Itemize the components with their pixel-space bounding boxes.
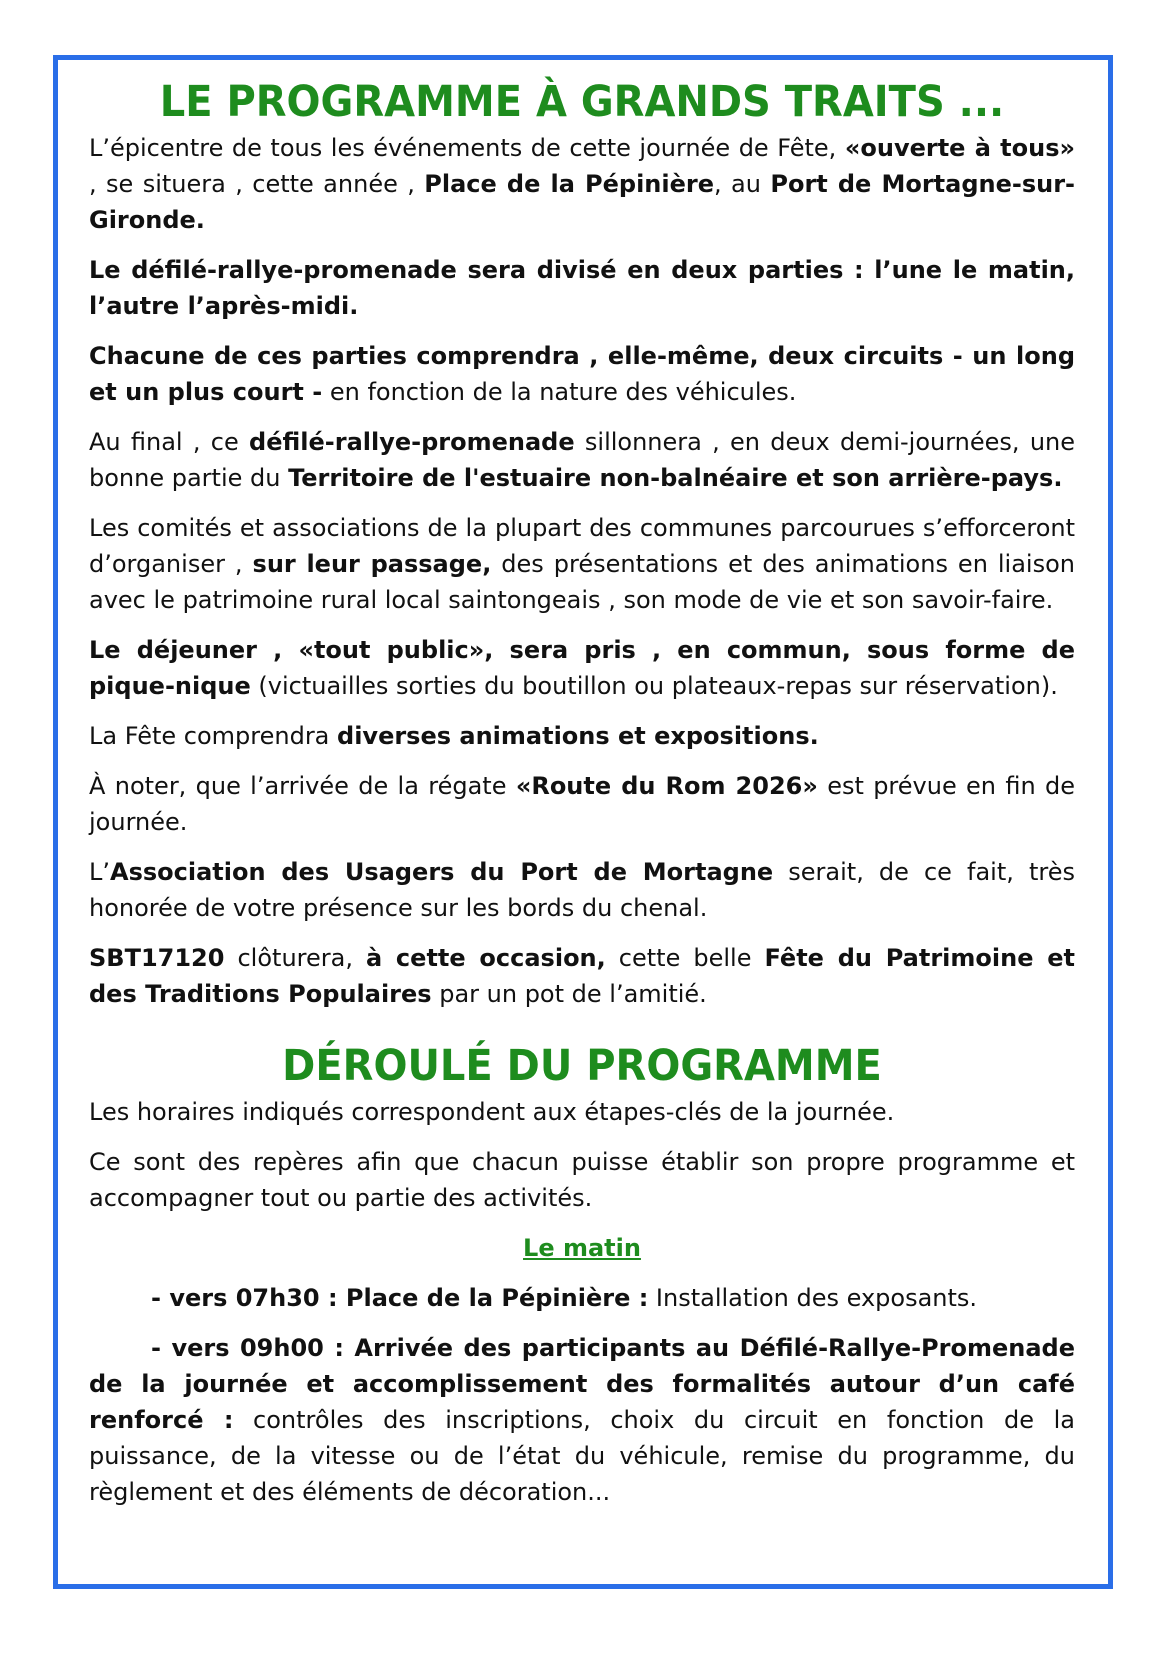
paragraph-epicentre: L’épicentre de tous les événements de cette journée de Fête, «ouverte à tous» , se situera , cette année , Place de la Pépinière, au Port de Mortagne-sur-Gironde. bbox=[89, 134, 1076, 234]
heading-programme: LE PROGRAMME À GRANDS TRAITS ... bbox=[159, 77, 1005, 127]
paragraph-circuits: Chacune de ces parties comprendra , elle-même, deux circuits - un long et un plus court - en fonction de la nature des véhicules. bbox=[89, 342, 1075, 406]
paragraph-committees: Les comités et associations de la plupart des communes parcourues s’efforceront d’organiser , sur leur passage, des présentations et des animations en liaison avec le patrimoine rural local saintongeais , son mode de vie et son savoir-faire. bbox=[89, 514, 1076, 614]
paragraph-association: L’Association des Usagers du Port de Mortagne serait, de ce fait, très honorée de votre présence sur les bords du chenal. bbox=[89, 858, 1075, 922]
schedule-item-0900: - vers 09h00 : Arrivée des participants au Défilé-Rallye-Promenade de la journée et accomplissement des formalités autour d’un café renforcé : contrôles des inscriptions, choix du circuit en fonction de la puissance, de la vitesse ou de l’état du véhicule, remise du programme, du règlement et des éléments de décoration... bbox=[89, 1334, 1076, 1506]
heading-deroule: DÉROULÉ DU PROGRAMME bbox=[282, 1041, 882, 1091]
paragraph-lunch: Le déjeuner , «tout public», sera pris , en commun, sous forme de pique-nique (victuailles sorties du boutillon ou plateaux-repas sur réservation). bbox=[89, 636, 1075, 700]
paragraph-schedule-intro: Les horaires indiqués correspondent aux étapes-clés de la journée. bbox=[89, 1098, 895, 1126]
paragraph-closing: SBT17120 clôturera, à cette occasion, cette belle Fête du Patrimoine et des Traditions Populaires par un pot de l’amitié. bbox=[89, 944, 1075, 1008]
paragraph-territory: Au final , ce défilé-rallye-promenade sillonnera , en deux demi-journées, une bonne partie du Territoire de l'estuaire non-balnéaire et son arrière-pays. bbox=[89, 428, 1076, 492]
schedule-item-0730: - vers 07h30 : Place de la Pépinière : Installation des exposants. bbox=[151, 1284, 978, 1312]
subheading-morning: Le matin bbox=[523, 1234, 641, 1262]
document-body bbox=[89, 74, 1075, 1524]
paragraph-regatta: À noter, que l’arrivée de la régate «Route du Rom 2026» est prévue en fin de journée. bbox=[89, 772, 1076, 836]
paragraph-animations: La Fête comprendra diverses animations et expositions. bbox=[89, 722, 819, 750]
paragraph-two-parts: Le défilé-rallye-promenade sera divisé en deux parties : l’une le matin, l’autre l’après-midi. bbox=[89, 256, 1075, 320]
paragraph-reperes: Ce sont des repères afin que chacun puisse établir son propre programme et accompagner tout ou partie des activités. bbox=[89, 1148, 1075, 1212]
